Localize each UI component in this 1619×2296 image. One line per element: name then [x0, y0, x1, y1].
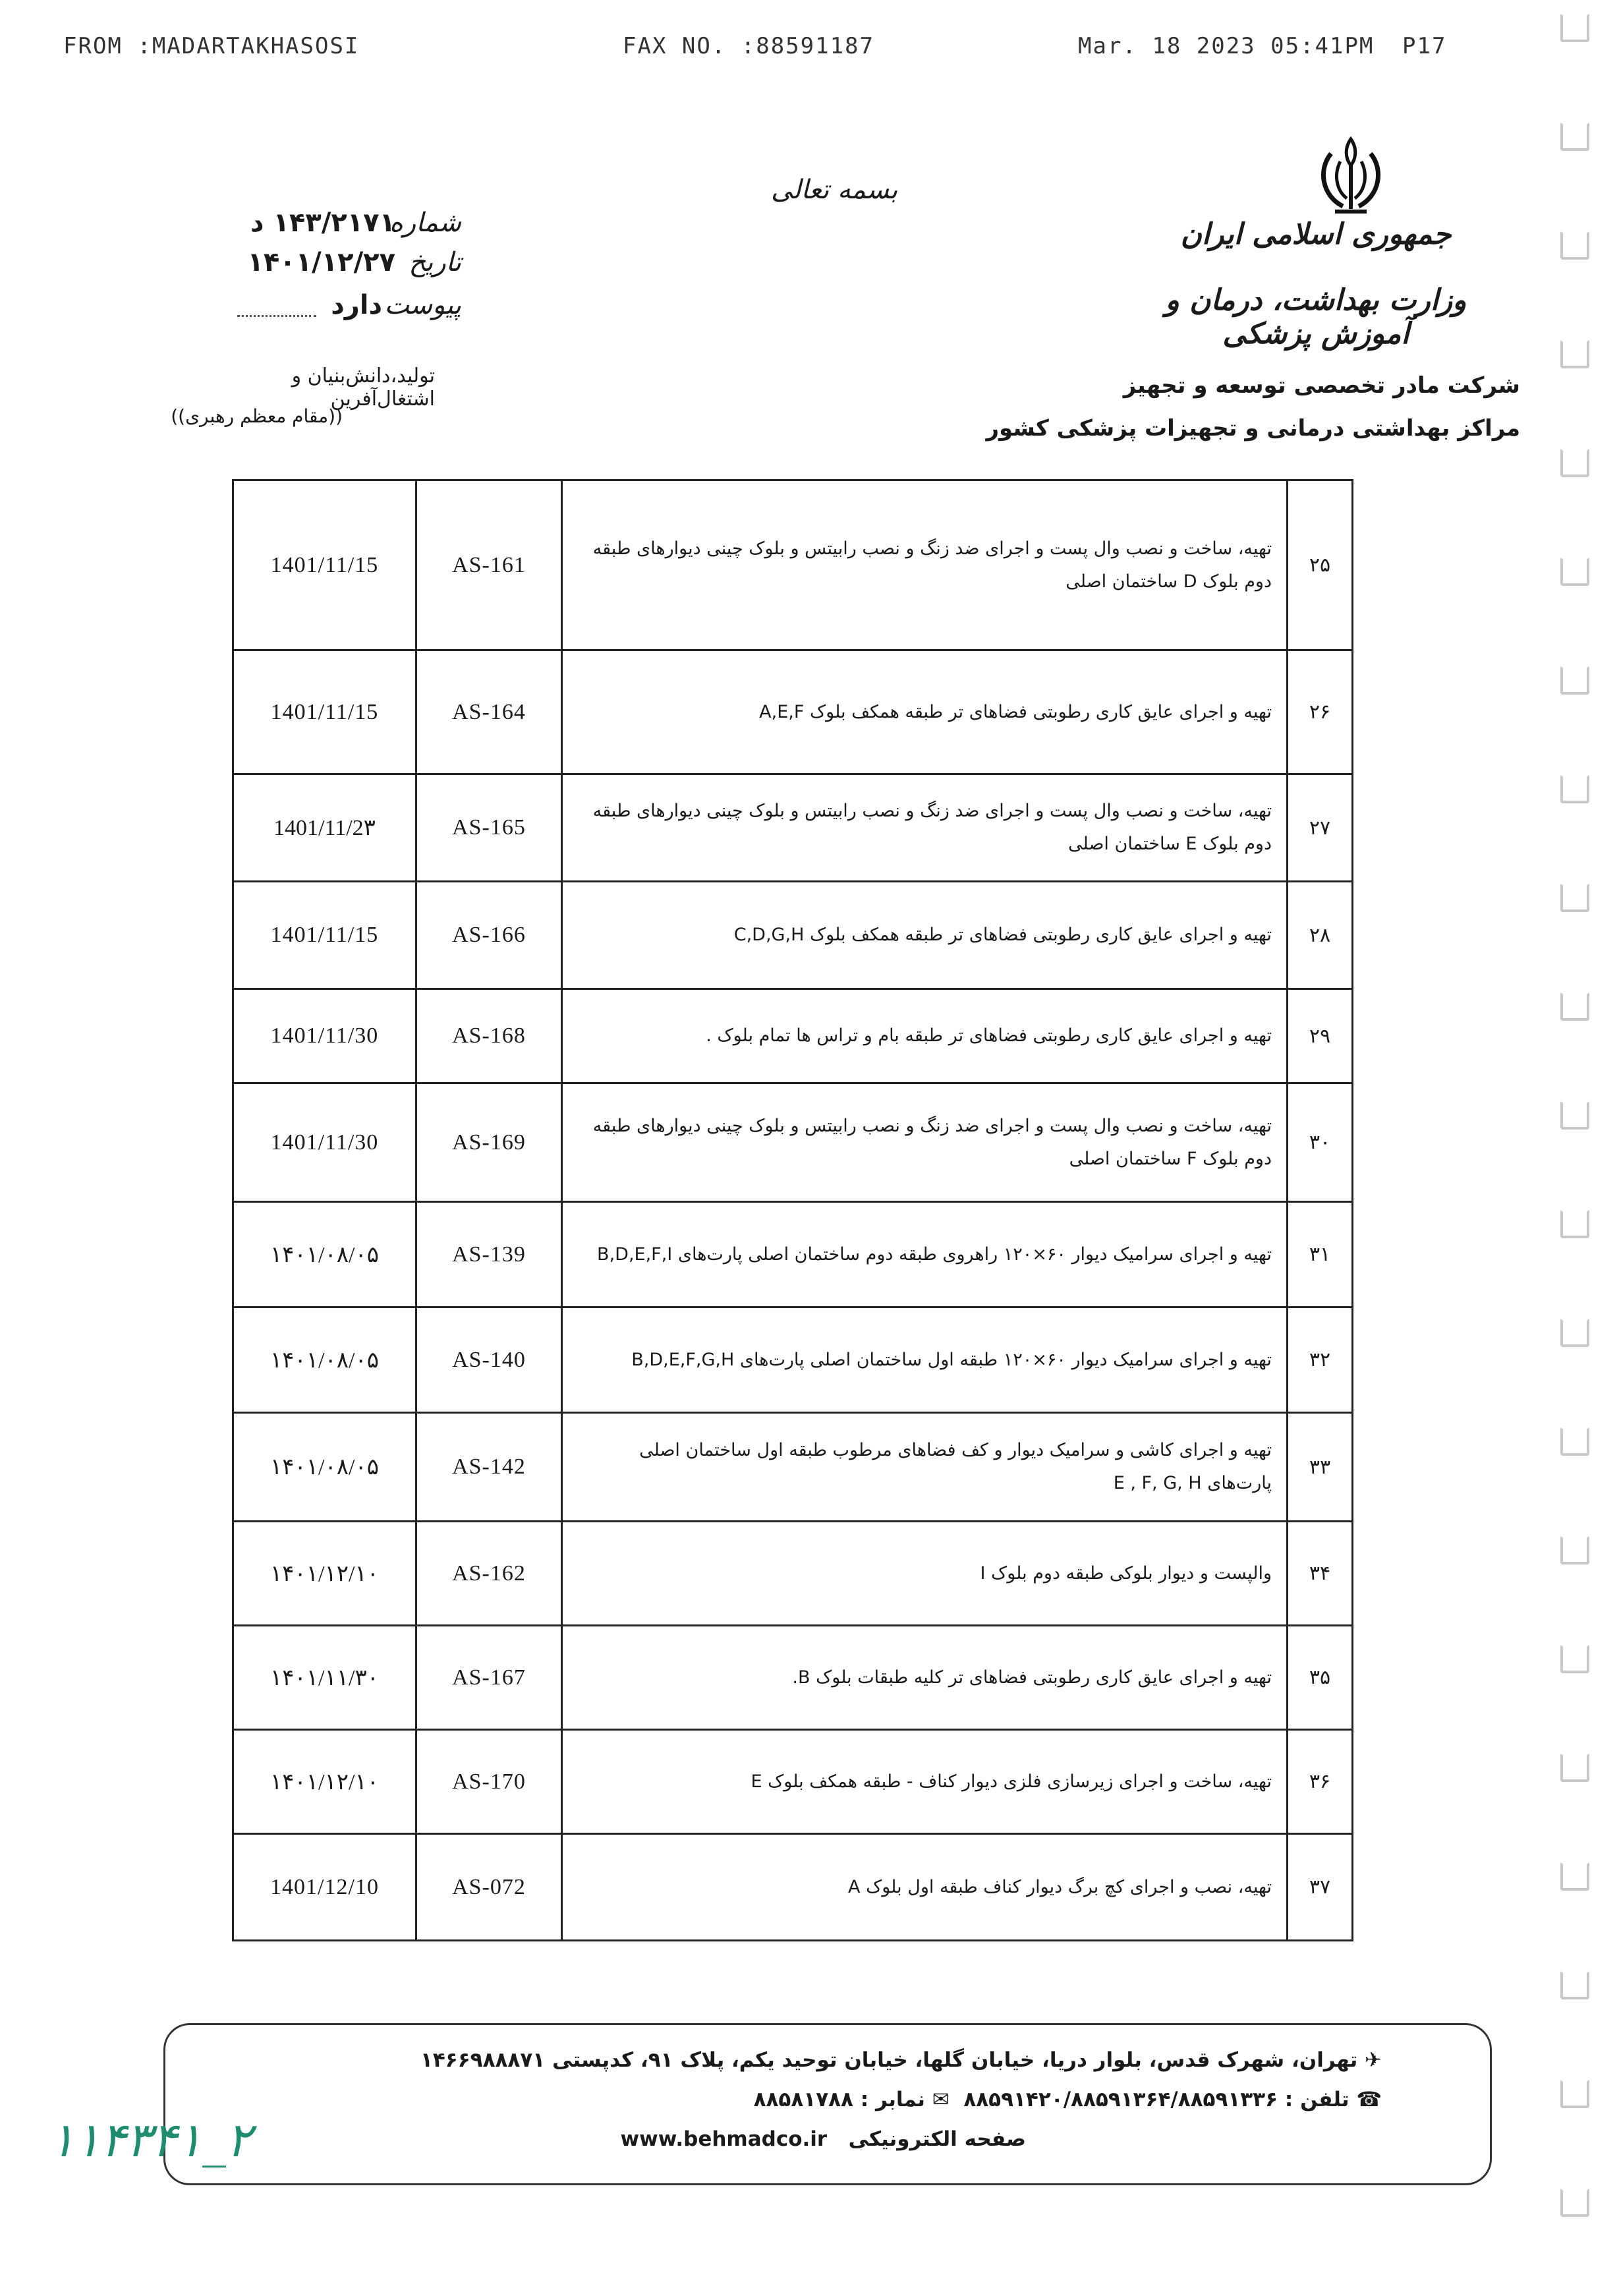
row-code: AS-167 — [416, 1626, 562, 1730]
date-label: تاریخ — [409, 247, 461, 277]
number-value: ۱۴۳/۲۱۷۱ د — [250, 208, 395, 238]
table-row — [233, 1307, 1353, 1413]
company-line-2: مراکز بهداشتی درمانی و تجهیزات پزشکی کشور — [986, 415, 1520, 442]
row-code: AS-140 — [416, 1307, 562, 1413]
row-date: ۱۴۰۱/۰۸/۰۵ — [233, 1413, 416, 1522]
row-code: AS-072 — [416, 1834, 562, 1941]
table-row — [233, 1626, 1353, 1730]
footer-web — [620, 2127, 1026, 2151]
row-date: ۱۴۰۱/۱۱/۳۰ — [233, 1626, 416, 1730]
row-code: AS-168 — [416, 989, 562, 1083]
row-number: ۲۶ — [1288, 650, 1353, 774]
letter-number-row — [198, 208, 461, 241]
table-row — [233, 650, 1353, 774]
binder-ring — [1560, 1753, 1589, 1782]
footer-contact — [754, 2088, 1382, 2111]
row-code: AS-162 — [416, 1522, 562, 1626]
row-number: ۳۶ — [1288, 1730, 1353, 1834]
row-description: تهیه و اجرای عایق کاری رطوبتی فضاهای تر کلیه طبقات بلوک B. — [562, 1626, 1288, 1730]
table-row — [233, 1730, 1353, 1834]
phone-label: تلفن : — [1284, 2088, 1349, 2111]
row-number: ۳۱ — [1288, 1202, 1353, 1307]
binder-ring — [1560, 666, 1589, 695]
binder-ring — [1560, 2188, 1589, 2217]
date-value: ۱۴۰۱/۱۲/۲۷ — [247, 247, 395, 277]
row-code: AS-164 — [416, 650, 562, 774]
binder-ring — [1560, 1535, 1589, 1564]
row-number: ۳۳ — [1288, 1413, 1353, 1522]
binder-ring — [1560, 1970, 1589, 1999]
row-date: 1401/12/10 — [233, 1834, 416, 1941]
attachment-label: پیوست — [384, 290, 461, 320]
binder-ring — [1560, 992, 1589, 1021]
iran-emblem-icon — [1311, 135, 1390, 221]
fax-from: FROM :MADARTAKHASOSI — [63, 33, 360, 59]
row-code: AS-166 — [416, 882, 562, 989]
row-description: تهیه، ساخت و نصب وال پست و اجرای ضد زنگ و نصب رابیتس و بلوک چینی دیوارهای طبقه دوم بلوک F ساختمان اصلی — [562, 1083, 1288, 1202]
table-row — [233, 989, 1353, 1083]
row-date: 1401/11/30 — [233, 1083, 416, 1202]
row-number: ۲۷ — [1288, 774, 1353, 882]
row-date: ۱۴۰۱/۱۲/۱۰ — [233, 1522, 416, 1626]
binder-ring — [1560, 1101, 1589, 1130]
handwritten-note: ۱۱۴۳۴۱_۲ — [49, 2112, 252, 2167]
row-description: تهیه، ساخت و نصب وال پست و اجرای ضد زنگ و نصب رابیتس و بلوک چینی دیوارهای طبقه دوم بلوک E ساختمان اصلی — [562, 774, 1288, 882]
row-description: تهیه و اجرای سرامیک دیوار ۶۰×۱۲۰ راهروی طبقه دوم ساختمان اصلی پارت‌های B,D,E,F,I — [562, 1202, 1288, 1307]
letter-attachment-row — [198, 290, 461, 323]
binder-ring — [1560, 1862, 1589, 1891]
attachment-dots — [237, 315, 316, 317]
binder-ring — [1560, 122, 1589, 151]
row-description: تهیه و اجرای عایق کاری رطوبتی فضاهای تر طبقه همکف بلوک C,D,G,H — [562, 882, 1288, 989]
binder-ring — [1560, 1644, 1589, 1673]
row-code: AS-142 — [416, 1413, 562, 1522]
letter-date-row — [198, 247, 461, 280]
table-row — [233, 1834, 1353, 1941]
binder-ring — [1560, 1209, 1589, 1238]
fax-datetime: Mar. 18 2023 05:41PM — [1078, 33, 1375, 59]
row-date: 1401/11/15 — [233, 480, 416, 650]
row-date: 1401/11/2۳ — [233, 774, 416, 882]
row-number: ۳۷ — [1288, 1834, 1353, 1941]
table-row — [233, 1083, 1353, 1202]
row-number: ۳۴ — [1288, 1522, 1353, 1626]
fax-label: نمابر : — [860, 2088, 925, 2111]
row-description: والپست و دیوار بلوکی طبقه دوم بلوک I — [562, 1522, 1288, 1626]
binder-ring — [1560, 1318, 1589, 1347]
binder-ring — [1560, 2079, 1589, 2108]
address-text: تهران، شهرک قدس، بلوار دریا، خیابان گلها، خیابان توحید یکم، پلاک ۹۱، کدپستی ۱۴۶۶۹۸۸۸۷۱ — [420, 2048, 1358, 2072]
fax-page: P17 — [1402, 33, 1447, 59]
row-code: AS-139 — [416, 1202, 562, 1307]
binder-ring — [1560, 557, 1589, 586]
binder-ring — [1560, 448, 1589, 477]
row-date: ۱۴۰۱/۰۸/۰۵ — [233, 1307, 416, 1413]
number-label: شماره — [389, 208, 461, 238]
row-code: AS-170 — [416, 1730, 562, 1834]
row-code: AS-169 — [416, 1083, 562, 1202]
row-description: تهیه و اجرای عایق کاری رطوبتی فضاهای تر طبقه بام و تراس ها تمام بلوک . — [562, 989, 1288, 1083]
row-description: تهیه، نصب و اجرای کچ برگ دیوار کناف طبقه اول بلوک A — [562, 1834, 1288, 1941]
row-description: تهیه و اجرای عایق کاری رطوبتی فضاهای تر طبقه همکف بلوک A,E,F — [562, 650, 1288, 774]
ministry-name: وزارت بهداشت، درمان و آموزش پزشکی — [1165, 283, 1467, 351]
footer-address — [420, 2048, 1382, 2072]
row-date: ۱۴۰۱/۰۸/۰۵ — [233, 1202, 416, 1307]
binder-ring — [1560, 13, 1589, 42]
table-row — [233, 1202, 1353, 1307]
row-number: ۲۵ — [1288, 480, 1353, 650]
phone-numbers: ۸۸۵۹۱۴۲۰/۸۸۵۹۱۳۶۴/۸۸۵۹۱۳۳۶ — [963, 2088, 1278, 2111]
table-row — [233, 774, 1353, 882]
binder-ring — [1560, 339, 1589, 368]
row-date: 1401/11/30 — [233, 989, 416, 1083]
binder-ring — [1560, 883, 1589, 912]
row-number: ۳۲ — [1288, 1307, 1353, 1413]
row-description: تهیه و اجرای کاشی و سرامیک دیوار و کف فضاهای مرطوب طبقه اول ساختمان اصلی پارت‌های E , F, G, H — [562, 1413, 1288, 1522]
phone-icon: ☎ — [1356, 2088, 1382, 2111]
slogan: تولید،دانش‌بنیان و اشتغال‌آفرین — [291, 364, 435, 411]
row-number: ۲۹ — [1288, 989, 1353, 1083]
fax-number: FAX NO. :88591187 — [623, 33, 874, 59]
binder-ring — [1560, 774, 1589, 803]
row-number: ۲۸ — [1288, 882, 1353, 989]
slogan-source: ((مقام معظم رهبری)) — [171, 405, 343, 427]
table-row — [233, 480, 1353, 650]
table-row — [233, 1413, 1353, 1522]
row-code: AS-165 — [416, 774, 562, 882]
invocation: بسمه تعالی — [771, 175, 898, 205]
row-number: ۳۰ — [1288, 1083, 1353, 1202]
republic-name: جمهوری اسلامی ایران — [1180, 217, 1452, 251]
fax-number-footer: ۸۸۵۸۱۷۸۸ — [753, 2088, 853, 2111]
web-label: صفحه الکترونیکی — [848, 2127, 1026, 2151]
row-number: ۳۵ — [1288, 1626, 1353, 1730]
attachment-value: دارد — [331, 290, 382, 320]
row-date: ۱۴۰۱/۱۲/۱۰ — [233, 1730, 416, 1834]
binder-ring — [1560, 231, 1589, 260]
project-table — [232, 479, 1353, 1941]
row-date: 1401/11/15 — [233, 882, 416, 989]
company-line-1: شرکت مادر تخصصی توسعه و تجهیز — [1123, 372, 1520, 399]
table-row — [233, 1522, 1353, 1626]
location-icon: ✈ — [1365, 2048, 1382, 2072]
table-row — [233, 882, 1353, 989]
binder-ring — [1560, 1427, 1589, 1456]
website-link[interactable]: www.behmadco.ir — [620, 2127, 828, 2151]
row-description: تهیه و اجرای سرامیک دیوار ۶۰×۱۲۰ طبقه اول ساختمان اصلی پارت‌های B,D,E,F,G,H — [562, 1307, 1288, 1413]
row-description: تهیه، ساخت و اجرای زیرسازی فلزی دیوار کناف - طبقه همکف بلوک E — [562, 1730, 1288, 1834]
row-date: 1401/11/15 — [233, 650, 416, 774]
row-description: تهیه، ساخت و نصب وال پست و اجرای ضد زنگ و نصب رابیتس و بلوک چینی دیوارهای طبقه دوم بلوک D ساختمان اصلی — [562, 480, 1288, 650]
fax-icon: ✉ — [932, 2088, 950, 2111]
row-code: AS-161 — [416, 480, 562, 650]
